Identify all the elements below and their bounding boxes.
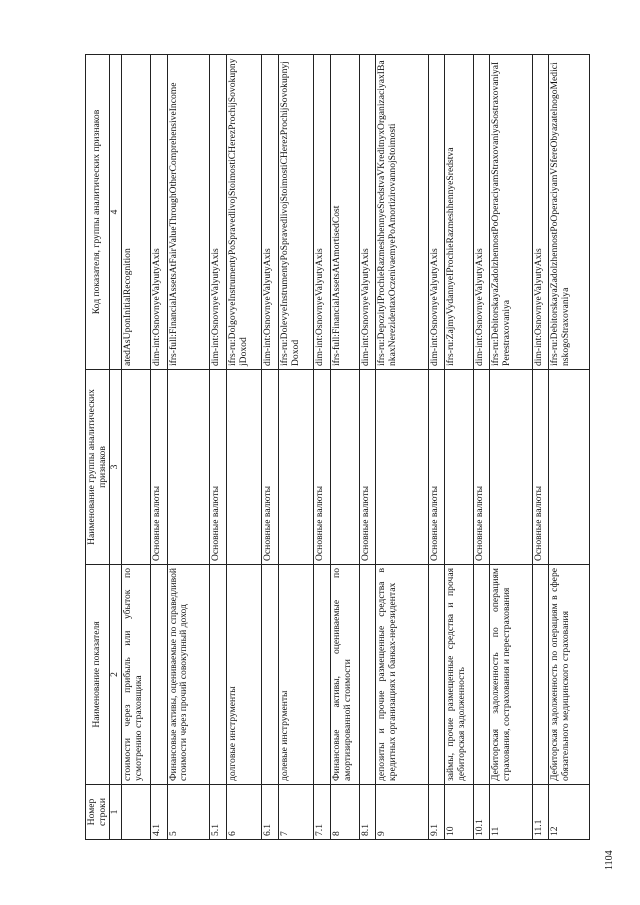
table-row xyxy=(122,55,151,840)
table-row xyxy=(549,55,590,840)
table-row xyxy=(376,55,428,840)
group-name-cell: Основные валюты xyxy=(314,370,330,565)
group-name-cell xyxy=(444,370,473,565)
indicator-name-cell xyxy=(262,565,278,785)
indicator-name-cell: долевые инструменты xyxy=(278,565,314,785)
group-name-cell xyxy=(549,370,590,565)
group-name-cell xyxy=(122,370,151,565)
row-number-cell xyxy=(122,785,151,840)
table-row xyxy=(330,55,359,840)
indicator-code-cell: dim-int:OsnovnyeValyutyAxis xyxy=(262,55,278,370)
group-name-cell: Основные валюты xyxy=(210,370,226,565)
group-name-cell: Основные валюты xyxy=(473,370,489,565)
indicator-name-cell xyxy=(151,565,167,785)
row-number-cell: 7 xyxy=(278,785,314,840)
indicator-table xyxy=(85,54,590,840)
group-name-cell: Основные валюты xyxy=(262,370,278,565)
indicator-code-cell: ifrs-full:FinancialAssetsAtAmortisedCost xyxy=(330,55,359,370)
header-group-name: Наименование группы аналитических признаков xyxy=(86,370,110,565)
row-number-cell: 6.1 xyxy=(262,785,278,840)
indicator-name-cell xyxy=(210,565,226,785)
row-number-cell: 9 xyxy=(376,785,428,840)
row-number-cell: 11.1 xyxy=(533,785,549,840)
row-number-cell: 5.1 xyxy=(210,785,226,840)
row-number-cell: 10 xyxy=(444,785,473,840)
indicator-code-cell: ifrs-ru:DolgovyeInstrumentyPoSpravedlivojStoimostiCHerezProchijSovokupnyjDoxod xyxy=(226,55,262,370)
indicator-code-cell: dim-int:OsnovnyeValyutyAxis xyxy=(151,55,167,370)
indicator-code-cell: atedAsUponInitialRecognition xyxy=(122,55,151,370)
header-row-number: Номер строки xyxy=(86,785,110,840)
indicator-code-cell: ifrs-ru:DolevyeInstrumentyPoSpravedlivojStoimostiCHerezProchijSovokupnyjDoxod xyxy=(278,55,314,370)
table-row xyxy=(473,55,489,840)
column-numbering-row xyxy=(110,55,122,840)
indicator-code-cell: ifrs-ru:DebitorskayaZadolzhennostPoOperaciyamVSfereObyazatelnogoMedicinskogoStraxovaniya xyxy=(549,55,590,370)
indicator-name-cell: Финансовые активы, оцениваемые по справедливой стоимости через прочий совокупный доход xyxy=(167,565,210,785)
indicator-code-cell: ifrs-ru:DepozityIProchieRazmeshhennyeSredstvaVKreditnyxOrganizaciyaxIBankaxNerezidentaxOczenivaemyePoAmortizirovannojStoimosti xyxy=(376,55,428,370)
indicator-name-cell: Финансовые активы, оцениваемые по амортизированной стоимости xyxy=(330,565,359,785)
row-number-cell: 12 xyxy=(549,785,590,840)
indicator-name-cell xyxy=(314,565,330,785)
row-number-cell: 9.1 xyxy=(428,785,444,840)
page-number: 1104 xyxy=(604,850,615,870)
group-name-cell: Основные валюты xyxy=(428,370,444,565)
group-name-cell xyxy=(376,370,428,565)
indicator-name-cell: Дебиторская задолженность по операциям в сфере обязательного медицинского страхования xyxy=(549,565,590,785)
indicator-code-cell: ifrs-ru:ZajmyVydannyeIProchieRazmeshhennyeSredstva xyxy=(444,55,473,370)
indicator-code-cell: dim-int:OsnovnyeValyutyAxis xyxy=(210,55,226,370)
indicator-name-cell xyxy=(428,565,444,785)
indicator-code-cell: ifrs-full:FinancialAssetsAtFairValueThroughOtherComprehensiveIncome xyxy=(167,55,210,370)
group-name-cell xyxy=(330,370,359,565)
table-row xyxy=(314,55,330,840)
column-number: 2 xyxy=(110,565,122,785)
table-row xyxy=(278,55,314,840)
header-indicator-code: Код показателя, группы аналитических признаков xyxy=(86,55,110,370)
group-name-cell xyxy=(167,370,210,565)
column-number: 4 xyxy=(110,55,122,370)
indicator-code-cell: dim-int:OsnovnyeValyutyAxis xyxy=(473,55,489,370)
table-row xyxy=(151,55,167,840)
group-name-cell: Основные валюты xyxy=(151,370,167,565)
row-number-cell: 8.1 xyxy=(359,785,375,840)
table-row xyxy=(210,55,226,840)
indicator-table-wrapper xyxy=(85,55,590,840)
indicator-name-cell xyxy=(359,565,375,785)
indicator-name-cell: депозиты и прочие размещенные средства в кредитных организациях и банках-нерезидентах xyxy=(376,565,428,785)
table-row xyxy=(226,55,262,840)
indicator-name-cell xyxy=(533,565,549,785)
group-name-cell xyxy=(226,370,262,565)
column-number: 3 xyxy=(110,370,122,565)
table-header-row xyxy=(86,55,110,840)
table-row xyxy=(428,55,444,840)
header-indicator-name: Наименование показателя xyxy=(86,565,110,785)
row-number-cell: 5 xyxy=(167,785,210,840)
column-number: 1 xyxy=(110,785,122,840)
group-name-cell xyxy=(490,370,533,565)
row-number-cell: 6 xyxy=(226,785,262,840)
indicator-code-cell: dim-int:OsnovnyeValyutyAxis xyxy=(359,55,375,370)
row-number-cell: 8 xyxy=(330,785,359,840)
group-name-cell: Основные валюты xyxy=(533,370,549,565)
table-row xyxy=(359,55,375,840)
indicator-name-cell: займы, прочие размещенные средства и прочая дебиторская задолженность xyxy=(444,565,473,785)
row-number-cell: 7.1 xyxy=(314,785,330,840)
table-row xyxy=(490,55,533,840)
row-number-cell: 10.1 xyxy=(473,785,489,840)
indicator-name-cell: Дебиторская задолженность по операциям страхования, сострахования и перестрахования xyxy=(490,565,533,785)
indicator-name-cell: стоимости через прибыль или убыток по усмотрению страховщика xyxy=(122,565,151,785)
indicator-code-cell: dim-int:OsnovnyeValyutyAxis xyxy=(314,55,330,370)
table-row xyxy=(262,55,278,840)
row-number-cell: 4.1 xyxy=(151,785,167,840)
indicator-code-cell: dim-int:OsnovnyeValyutyAxis xyxy=(428,55,444,370)
indicator-code-cell: ifrs-ru:DebitorskayaZadolzhennostPoOperaciyamStraxovaniyaSostraxovaniyaIPerestraxovaniya xyxy=(490,55,533,370)
table-row xyxy=(167,55,210,840)
group-name-cell: Основные валюты xyxy=(359,370,375,565)
indicator-name-cell: долговые инструменты xyxy=(226,565,262,785)
indicator-name-cell xyxy=(473,565,489,785)
table-row xyxy=(533,55,549,840)
table-row xyxy=(444,55,473,840)
group-name-cell xyxy=(278,370,314,565)
indicator-code-cell: dim-int:OsnovnyeValyutyAxis xyxy=(533,55,549,370)
row-number-cell: 11 xyxy=(490,785,533,840)
